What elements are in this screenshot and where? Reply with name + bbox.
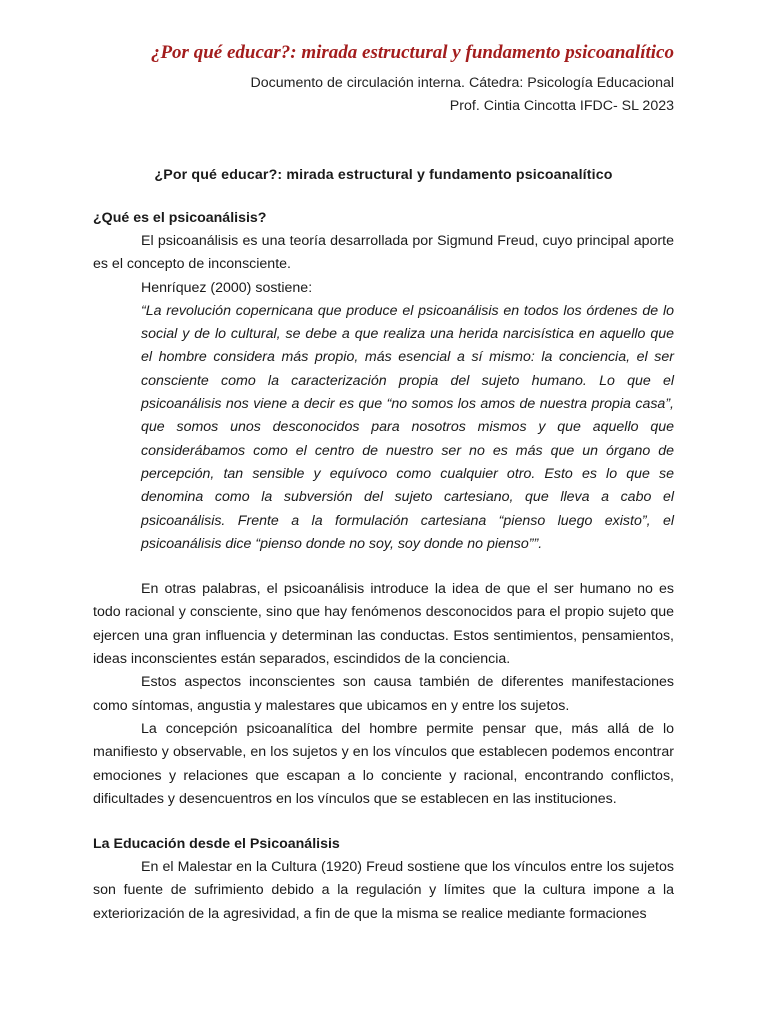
header-course-line: Documento de circulación interna. Cátedra: Psicología Educacional: [250, 75, 674, 91]
paragraph: La concepción psicoanalítica del hombre permite pensar que, más allá de lo manifiesto y observable, en los sujetos y en los vínculos que establecen podemos encontrar emociones y relaciones que escapan a lo conciente y racional, encontrando conflictos, dificultades y desencuentros en los vínculos que se establecen en las instituciones.: [93, 720, 674, 807]
paragraph: En el Malestar en la Cultura (1920) Freud sostiene que los vínculos entre los sujetos son fuente de sufrimiento debido a la regulación y límites que la cultura impone a la exteriorización de la agresividad, a fin de que la misma se realice mediante formaciones: [93, 859, 674, 922]
header-title: ¿Por qué educar?: mirada estructural y fundamento psicoanalítico: [150, 42, 674, 63]
paragraph: En otras palabras, el psicoanálisis introduce la idea de que el ser humano no es todo racional y consciente, sino que hay fenómenos desconocidos para el propio sujeto que ejercen una gran influencia y determinan las conductas. Estos sentimientos, pensamientos, ideas inconscientes están separados, escindidos de la conciencia.: [93, 581, 674, 668]
header-professor-line: Prof. Cintia Cincotta IFDC- SL 2023: [449, 98, 674, 114]
paragraph-intro-quote: Henríquez (2000) sostiene:: [141, 279, 313, 296]
document-title: ¿Por qué educar?: mirada estructural y fundamento psicoanalítico: [154, 167, 613, 183]
paragraph: Estos aspectos inconscientes son causa también de diferentes manifestaciones como síntomas, angustia y malestares que ubicamos en y entre los sujetos.: [93, 674, 674, 714]
paragraph: El psicoanálisis es una teoría desarrollada por Sigmund Freud, cuyo principal aporte es el concepto de inconsciente.: [93, 233, 674, 273]
block-quote: “La revolución copernicana que produce el psicoanálisis en todos los órdenes de lo social y de lo cultural, se debe a que realiza una herida narcisística en aquello que el hombre considera más propio, más esencial a sí mismo: la conciencia, el ser consciente como la caracterización propia del sujeto humano. Lo que el psicoanálisis nos viene a decir es que “no somos los amos de nuestra propia casa”, que somos unos desconocidos para nosotros mismos y que aquello que considerábamos como el centro de nuestro ser no es más que un órgano de percepción, tan sensible y equívoco como cualquier otro. Esto es lo que se denomina como la subversión del sujeto cartesiano, que lleva a cabo el psicoanálisis. Frente a la formulación cartesiana “pienso luego existo”, el psicoanálisis dice “pienso donde no soy, soy donde no pienso””.: [141, 302, 674, 552]
section-heading-educacion: La Educación desde el Psicoanálisis: [93, 836, 340, 853]
page-header: [151, 40, 674, 118]
section-heading-psicoanalisis: ¿Qué es el psicoanálisis?: [93, 210, 267, 226]
document-body: [93, 163, 674, 926]
